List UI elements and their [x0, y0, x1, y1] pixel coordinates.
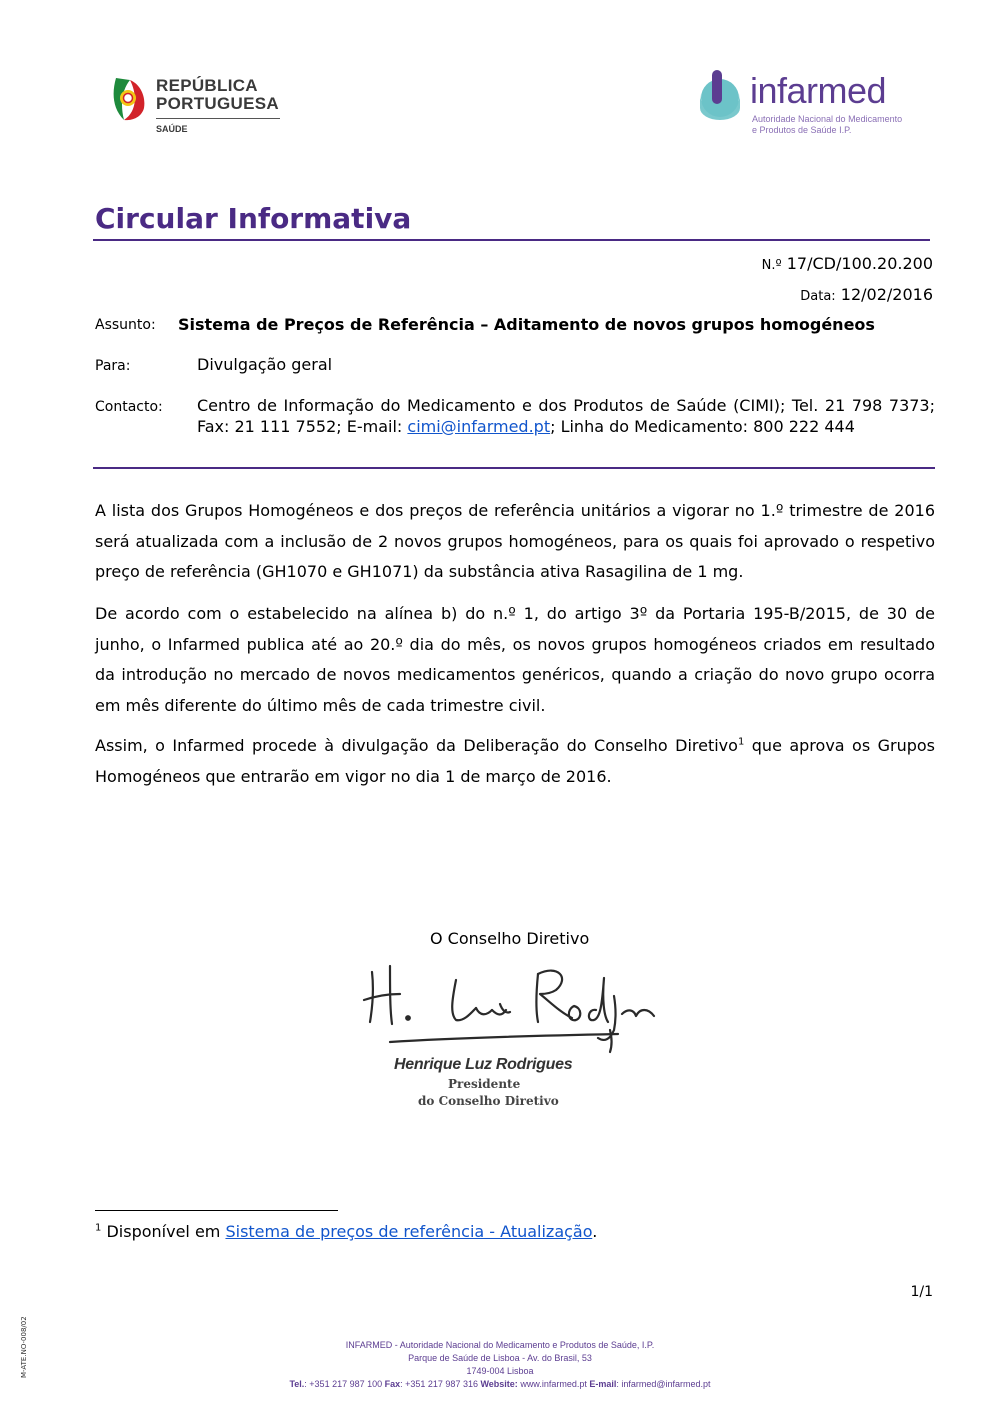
reference-number-label: N.º [761, 258, 782, 273]
page-number: 1/1 [910, 1284, 933, 1300]
date-label: Data: [800, 289, 836, 304]
document-title: Circular Informativa [95, 202, 412, 235]
contact-email-link[interactable]: cimi@infarmed.pt [407, 416, 551, 436]
recipients-value: Divulgação geral [197, 355, 333, 374]
footnote-reference: 1 [737, 736, 745, 748]
paragraph-3-text-before: Assim, o Infarmed procede à divulgação da Deliberação do Conselho Diretivo [95, 736, 738, 755]
footnote [95, 1222, 597, 1241]
signatory-name: Henrique Luz Rodrigues [394, 1056, 573, 1073]
subject-value: Sistema de Preços de Referência – Aditamento de novos grupos homogéneos [178, 315, 875, 334]
contact-text-after: ; Linha do Medicamento: 800 222 444 [550, 416, 855, 436]
footer-web: www.infarmed.pt [517, 1379, 590, 1389]
body-paragraph-3 [95, 731, 935, 792]
footer-fax: : +351 217 987 316 [400, 1379, 481, 1389]
infarmed-wordmark: infarmed [750, 70, 887, 111]
footnote-link[interactable]: Sistema de preços de referência - Atualização [225, 1222, 593, 1241]
footer-tel-label: Tel. [289, 1379, 305, 1389]
reference-number [762, 254, 933, 273]
footer-line-1: INFARMED - Autoridade Nacional do Medicamento e Produtos de Saúde, I.P. [345, 1340, 655, 1350]
footer-email: : infarmed@infarmed.pt [616, 1379, 711, 1389]
logo-subtitle: SAÚDE [156, 124, 188, 134]
paragraph-3-text-after: que aprova os Grupos Homogéneos que entrarão em vigor no dia 1 de março de 2016. [95, 736, 936, 786]
reference-number-value: 17/CD/100.20.200 [786, 254, 933, 273]
infarmed-logo [696, 68, 906, 140]
body-paragraph-2: De acordo com o estabelecido na alínea b) do n.º 1, do artigo 3º da Portaria 195-B/2015, de 30 de junho, o Infarmed publica até ao 20.º dia do mês, os novos grupos homogéneos criados em resultado da introdução no mercado de novos medicamentos genéricos, quando a criação do novo grupo ocorra em mês diferente do último mês de cada trimestre civil. [95, 604, 935, 715]
date-value: 12/02/2016 [840, 285, 933, 304]
footer-fax-label: Fax [384, 1379, 401, 1389]
republica-portuguesa-logo [110, 72, 290, 142]
signatory-role: Presidente [448, 1077, 521, 1091]
title-divider [93, 239, 930, 241]
footer-tel: : +351 217 987 100 [304, 1379, 385, 1389]
coat-of-arms-icon [110, 74, 150, 124]
signature-block [360, 960, 670, 1120]
infarmed-mark-icon [696, 68, 746, 120]
logo-text-line2: PORTUGUESA [156, 94, 279, 113]
contact-text-before: Centro de Informação do Medicamento e dos Produtos de Saúde (CIMI); Tel. 21 798 7373; Fax: 21 111 7552; E-mail: [197, 396, 935, 436]
recipients-label: Para: [95, 358, 131, 374]
logo-divider [156, 118, 280, 119]
footer-email-label: E-mail [589, 1379, 617, 1389]
signoff: O Conselho Diretivo [430, 929, 590, 948]
form-code: M-ATE.NO-008/02 [20, 1316, 28, 1378]
handwritten-signature-icon [360, 960, 670, 1060]
footer-line-3: 1749-004 Lisboa [466, 1366, 534, 1376]
footnote-text-before: Disponível em [106, 1222, 226, 1241]
footnote-marker: 1 [95, 1222, 102, 1234]
infarmed-tagline-2: e Produtos de Saúde I.P. [752, 125, 852, 135]
body-paragraph-1: A lista dos Grupos Homogéneos e dos preços de referência unitários a vigorar no 1.º trimestre de 2016 será atualizada com a inclusão de 2 novos grupos homogéneos, para os quais foi aprovado o respetivo preço de referência (GH1070 e GH1071) da substância ativa Rasagilina de 1 mg. [95, 501, 935, 581]
subject-label: Assunto: [95, 317, 156, 333]
footnote-text-after: . [592, 1222, 598, 1241]
infarmed-tagline-1: Autoridade Nacional do Medicamento [752, 114, 903, 124]
footnote-divider [95, 1210, 338, 1211]
header-divider [93, 467, 935, 469]
footer-contacts [0, 1379, 1000, 1389]
document-date [800, 285, 933, 304]
footer-web-label: Website: [480, 1379, 518, 1389]
signatory-body: do Conselho Diretivo [418, 1094, 559, 1108]
footer-line-2: Parque de Saúde de Lisboa - Av. do Brasil, 53 [408, 1353, 592, 1363]
logo-text-line1: REPÚBLICA [156, 76, 258, 95]
contact-label: Contacto: [95, 399, 163, 415]
contact-value [197, 396, 935, 437]
